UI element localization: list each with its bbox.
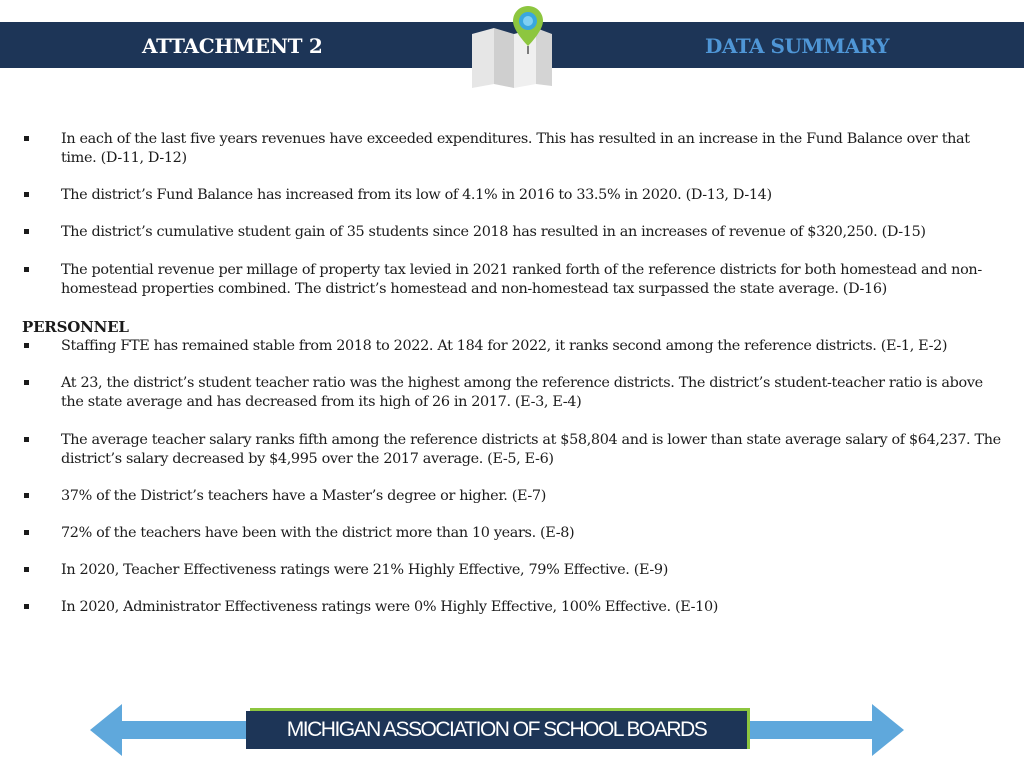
bullet-marker	[24, 343, 29, 348]
bullet-marker	[24, 493, 29, 498]
bullet-text: The district’s cumulative student gain of 35 students since 2018 has resulted in an increases of revenue of $320,250. (D-15)	[61, 224, 926, 240]
bullet-text: 37% of the District’s teachers have a Master’s degree or higher. (E-7)	[61, 488, 547, 504]
bullet-text: The district’s Fund Balance has increased from its low of 4.1% in 2016 to 33.5% in 2020. (D-13, D-14)	[61, 187, 772, 203]
bullet-text: In 2020, Administrator Effectiveness ratings were 0% Highly Effective, 100% Effective. (E-10)	[61, 599, 719, 615]
bullet-text: 72% of the teachers have been with the district more than 10 years. (E-8)	[61, 525, 575, 541]
bullet-marker	[24, 567, 29, 572]
bullet-marker	[24, 192, 29, 197]
bullet-text: At 23, the district’s student teacher ratio was the highest among the reference districts. The district’s student-teacher ratio is above the state average and has decreased from its high of 26 in 2017. (E-3, E-4)	[61, 375, 983, 410]
section-title-personnel: PERSONNEL	[22, 318, 129, 336]
header-title-right: DATA SUMMARY	[705, 34, 889, 58]
bullet-marker	[24, 530, 29, 535]
bullet-marker	[24, 267, 29, 272]
header-title-left: ATTACHMENT 2	[142, 34, 323, 58]
bullet-marker	[24, 437, 29, 442]
footer-label: MICHIGAN ASSOCIATION OF SCHOOL BOARDS	[286, 718, 707, 741]
bullet-marker	[24, 229, 29, 234]
bullet-text: Staffing FTE has remained stable from 2018 to 2022. At 184 for 2022, it ranks second among the reference districts. (E-1, E-2)	[61, 338, 948, 354]
bullet-text: In each of the last five years revenues have exceeded expenditures. This has resulted in an increase in the Fund Balance over that time. (D-11, D-12)	[61, 131, 970, 166]
bullet-text: The average teacher salary ranks fifth among the reference districts at $58,804 and is lower than state average salary of $64,237. The district’s salary decreased by $4,995 over the 2017 average. (E-5, E-6)	[61, 432, 1001, 467]
bullet-marker	[24, 380, 29, 385]
bullet-marker	[24, 604, 29, 609]
bullet-text: The potential revenue per millage of property tax levied in 2021 ranked forth of the reference districts for both homestead and non-homestead properties combined. The district’s homestead and non-homestead tax surpassed the state average. (D-16)	[61, 262, 982, 297]
bullet-marker	[24, 136, 29, 141]
bullet-text: In 2020, Teacher Effectiveness ratings were 21% Highly Effective, 79% Effective. (E-9)	[61, 562, 668, 578]
